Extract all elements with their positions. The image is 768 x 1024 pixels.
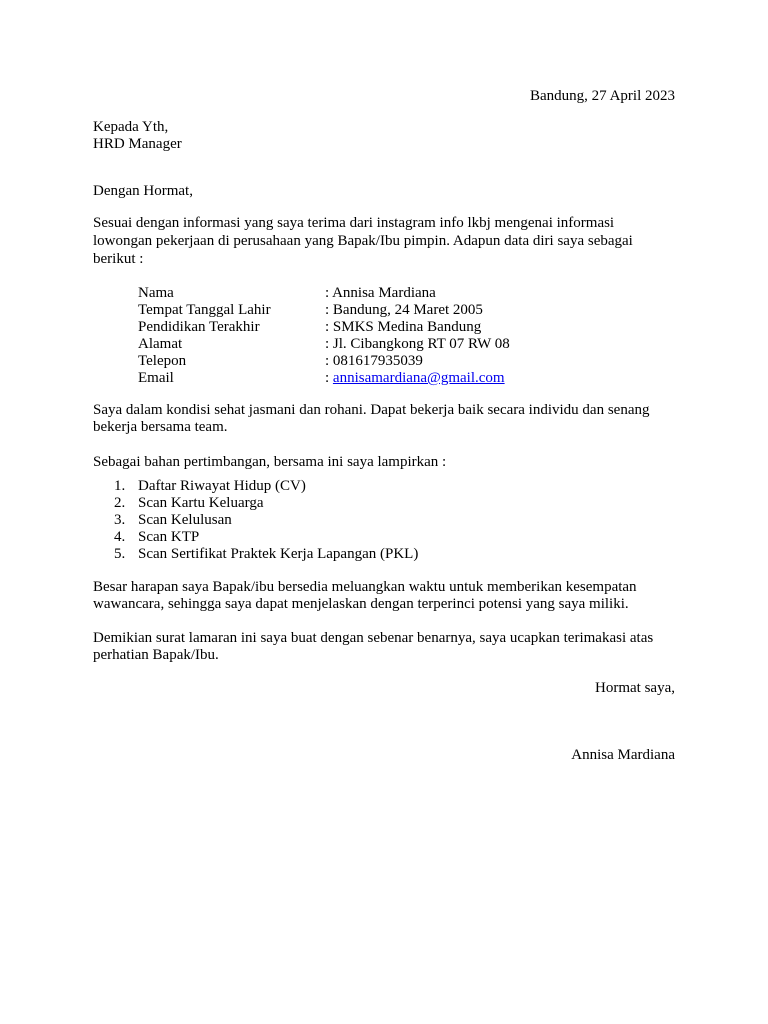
- profile-label: Tempat Tanggal Lahir: [138, 302, 271, 318]
- profile-row-education: [138, 319, 510, 336]
- list-number: 5.: [114, 546, 126, 562]
- list-item: [93, 512, 418, 529]
- email-link[interactable]: annisamardiana@gmail.com: [332, 370, 505, 386]
- regards-line: Hormat saya,: [595, 680, 675, 696]
- profile-label: Nama: [138, 285, 174, 301]
- list-item: [93, 529, 418, 546]
- attachments-list: [93, 478, 418, 563]
- profile-row-birth: [138, 302, 510, 319]
- attachments-intro: Sebagai bahan pertimbangan, bersama ini saya lampirkan :: [93, 454, 447, 470]
- intro-paragraph: Sesuai dengan informasi yang saya terima dari instagram info lkbj mengenai informasi lowongan pekerjaan di perusahaan yang Bapak/Ibu pimpin. Adapun data diri saya sebagai berikut :: [93, 215, 633, 267]
- list-item-text: Daftar Riwayat Hidup (CV): [138, 478, 306, 494]
- signature-name: Annisa Mardiana: [571, 747, 675, 763]
- email-prefix: :: [325, 370, 333, 386]
- closing-paragraph: Demikian surat lamaran ini saya buat dengan sebenar benarnya, saya ucapkan terimakasi atas perhatian Bapak/Ibu.: [93, 630, 654, 663]
- list-number: 4.: [114, 529, 126, 545]
- condition-paragraph: Saya dalam kondisi sehat jasmani dan rohani. Dapat bekerja baik secara individu dan senang bekerja bersama team.: [93, 402, 650, 435]
- profile-label: Alamat: [138, 336, 183, 352]
- recipient-line-2: HRD Manager: [93, 136, 182, 152]
- list-number: 2.: [114, 495, 126, 511]
- profile-value: [325, 370, 505, 387]
- hope-paragraph: Besar harapan saya Bapak/ibu bersedia meluangkan waktu untuk memberikan kesempatan wawancara, sehingga saya dapat menjelaskan dengan terperinci potensi yang saya miliki.: [93, 579, 637, 612]
- list-item-text: Scan KTP: [138, 529, 200, 545]
- letter-date: Bandung, 27 April 2023: [530, 88, 675, 104]
- list-item: [93, 495, 418, 512]
- profile-value: : Jl. Cibangkong RT 07 RW 08: [325, 336, 510, 352]
- list-item-text: Scan Kartu Keluarga: [138, 495, 264, 511]
- profile-label: Pendidikan Terakhir: [138, 319, 260, 335]
- list-item: [93, 546, 418, 563]
- list-number: 3.: [114, 512, 126, 528]
- greeting: Dengan Hormat,: [93, 183, 193, 199]
- list-item-text: Scan Kelulusan: [138, 512, 232, 528]
- profile-row-name: [138, 285, 510, 302]
- personal-data-table: [138, 285, 510, 387]
- profile-row-address: [138, 336, 510, 353]
- list-item: [93, 478, 418, 495]
- recipient-block: [93, 119, 675, 153]
- profile-value: : 081617935039: [325, 353, 423, 369]
- profile-value: : Bandung, 24 Maret 2005: [325, 302, 483, 318]
- profile-value: : SMKS Medina Bandung: [325, 319, 482, 335]
- profile-label: Email: [138, 370, 174, 386]
- profile-value: : Annisa Mardiana: [325, 285, 436, 301]
- profile-row-email: [138, 370, 510, 387]
- list-number: 1.: [114, 478, 126, 494]
- list-item-text: Scan Sertifikat Praktek Kerja Lapangan (PKL): [138, 546, 419, 562]
- profile-label: Telepon: [138, 353, 187, 369]
- profile-row-phone: [138, 353, 510, 370]
- recipient-line-1: Kepada Yth,: [93, 119, 169, 135]
